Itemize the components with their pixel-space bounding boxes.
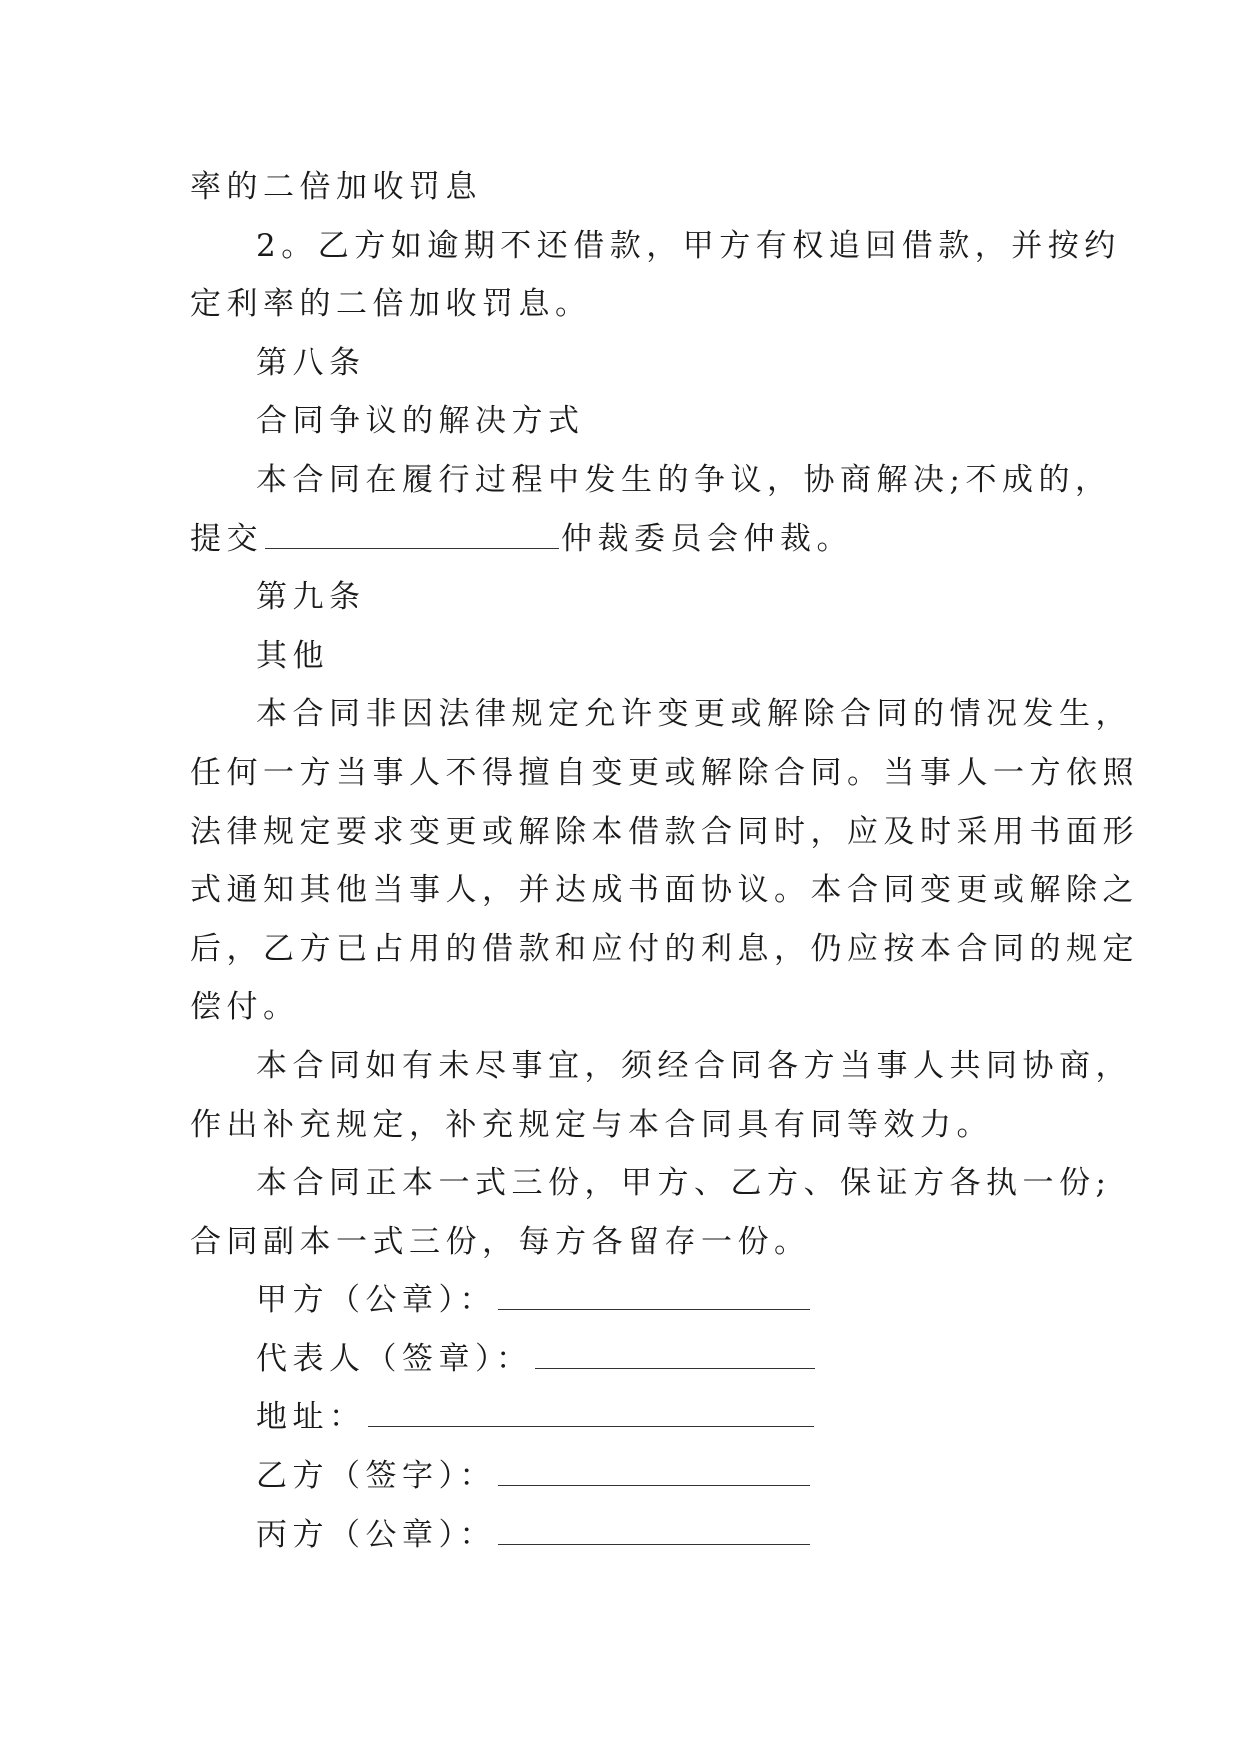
signature-line-party-c xyxy=(190,1506,1070,1565)
signature-line-address xyxy=(190,1388,1070,1447)
text-line: 本合同非因法律规定允许变更或解除合同的情况发生， xyxy=(256,696,1132,733)
article-heading: 第九条 xyxy=(256,579,366,616)
text-line: 后，乙方已占用的借款和应付的利息，仍应按本合同的规定 xyxy=(190,930,1139,967)
signature-label: 乙方（签字）： xyxy=(256,1458,496,1495)
address-field[interactable] xyxy=(368,1400,814,1427)
text-line: 式通知其他当事人，并达成书面协议。本合同变更或解除之 xyxy=(190,872,1139,909)
text-line: 作出补充规定，补充规定与本合同具有同等效力。 xyxy=(190,1106,993,1143)
text-line: 本合同在履行过程中发生的争议，协商解决;不成的， xyxy=(256,461,1112,498)
signature-line-party-b xyxy=(190,1447,1070,1506)
article-heading: 第八条 xyxy=(256,344,366,381)
text-line xyxy=(190,510,1070,569)
signature-label: 甲方（公章）： xyxy=(256,1282,496,1319)
party-c-seal-field[interactable] xyxy=(498,1518,810,1545)
text-line: 本合同如有未尽事宜，须经合同各方当事人共同协商， xyxy=(256,1047,1132,1084)
text-line: 合同副本一式三份，每方各留存一份。 xyxy=(190,1223,811,1260)
text-line: 定利率的二倍加收罚息。 xyxy=(190,286,592,323)
representative-seal-field[interactable] xyxy=(535,1342,815,1369)
party-a-seal-field[interactable] xyxy=(498,1283,810,1310)
signature-line-representative xyxy=(190,1330,1070,1389)
arbitration-blank-field[interactable] xyxy=(265,522,559,549)
text-line: 法律规定要求变更或解除本借款合同时，应及时采用书面形 xyxy=(190,813,1139,850)
signature-label: 代表人（签章）： xyxy=(256,1340,533,1377)
signature-line-party-a xyxy=(190,1271,1070,1330)
text-line: 任何一方当事人不得擅自变更或解除合同。当事人一方依照 xyxy=(190,754,1139,791)
text-line: 本合同正本一式三份，甲方、乙方、保证方各执一份; xyxy=(256,1165,1112,1202)
document-page xyxy=(190,158,1139,1564)
text-span: 提交 xyxy=(190,520,263,557)
text-line: 偿付。 xyxy=(190,989,300,1026)
signature-label: 地址： xyxy=(256,1399,366,1436)
text-line: 率的二倍加收罚息 xyxy=(190,169,482,205)
text-span: 仲裁委员会仲裁。 xyxy=(561,520,853,557)
article-title: 合同争议的解决方式 xyxy=(256,403,585,440)
text-line: 2。乙方如逾期不还借款，甲方有权追回借款，并按约 xyxy=(256,227,1121,264)
article-title: 其他 xyxy=(256,637,329,674)
party-b-signature-field[interactable] xyxy=(498,1459,810,1486)
signature-label: 丙方（公章）： xyxy=(256,1516,496,1553)
